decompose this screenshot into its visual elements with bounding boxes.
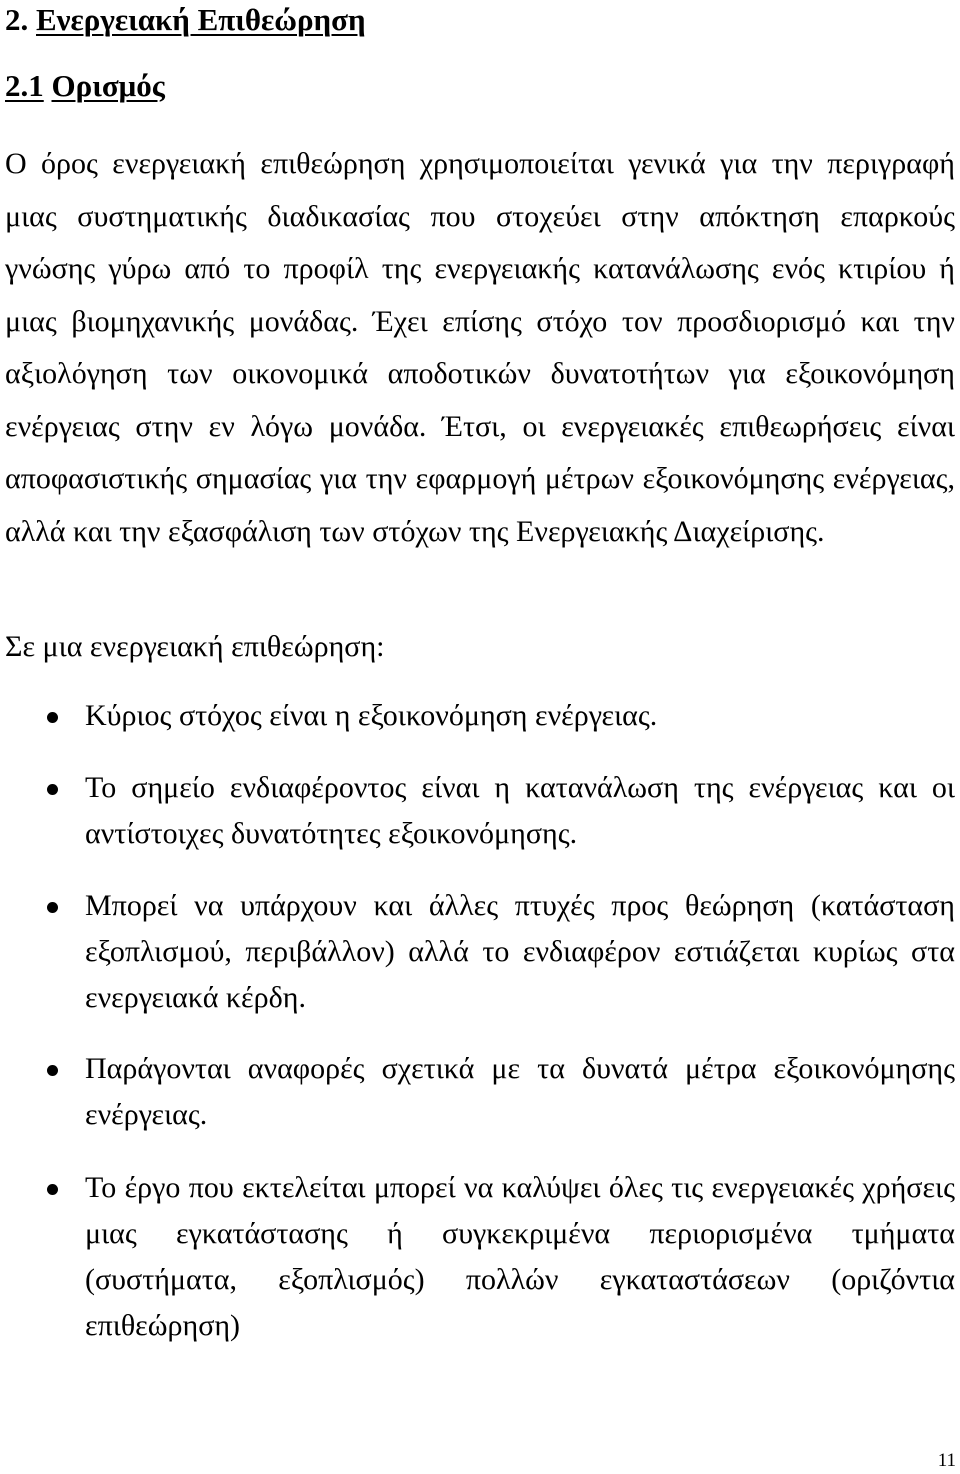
list-intro-text: Σε μια ενεργειακή επιθεώρηση: (5, 630, 385, 663)
section-heading (5, 0, 366, 40)
bullet-dot-icon (47, 784, 58, 795)
bullet-dot-icon (47, 902, 58, 913)
bullet-dot-icon (47, 1184, 58, 1195)
subsection-heading (5, 66, 165, 106)
intro-paragraph: Ο όρος ενεργειακή επιθεώρηση χρησιμοποιείται γενικά για την περιγραφή μιας συστηματικής διαδικασίας που στοχεύει στην απόκτηση επαρκούς γνώσης γύρω από το προφίλ της ενεργειακής κατανάλωσης ενός κτιρίου ή μιας βιομηχανικής μονάδας. Έχει επίσης στόχο τον προσδιορισμό και την αξιολόγηση των οικονομικά αποδοτικών δυνατοτήτων για εξοικονόμηση ενέργειας στην εν λόγω μονάδα. Έτσι, οι ενεργειακές επιθεωρήσεις είναι αποφασιστικής σημασίας για την εφαρμογή μέτρων εξοικονόμησης ενέργειας, αλλά και την εξασφάλιση των στόχων της Ενεργειακής Διαχείρισης. (5, 147, 955, 548)
list-item-text: Παράγονται αναφορές σχετικά με τα δυνατά μέτρα εξοικονόμησης ενέργειας. (85, 1052, 955, 1131)
subsection-title: Ορισμός (51, 68, 165, 103)
list-item-text: Κύριος στόχος είναι η εξοικονόμηση ενέργειας. (85, 699, 658, 732)
subsection-number: 2.1 (5, 68, 44, 103)
section-number: 2. (5, 2, 29, 37)
list-item-text: Το σημείο ενδιαφέροντος είναι η κατανάλωση της ενέργειας και οι αντίστοιχες δυνατότητες εξοικονόμησης. (85, 771, 955, 850)
bullet-dot-icon (47, 1065, 58, 1076)
list-item-text: Το έργο που εκτελείται μπορεί να καλύψει όλες τις ενεργειακές χρήσεις μιας εγκατάστασης ή συγκεκριμένα περιορισμένα τμήματα (συστήματα, εξοπλισμός) πολλών εγκαταστάσεων (οριζόντια επιθεώρηση) (85, 1171, 955, 1342)
section-title: Ενεργειακή Επιθεώρηση (36, 2, 366, 37)
list-item-text: Μπορεί να υπάρχουν και άλλες πτυχές προς θεώρηση (κατάσταση εξοπλισμού, περιβάλλον) αλλά το ενδιαφέρον εστιάζεται κυρίως στα ενεργειακά κέρδη. (85, 889, 955, 1014)
page-number: 11 (937, 1450, 956, 1471)
bullet-dot-icon (47, 712, 58, 723)
